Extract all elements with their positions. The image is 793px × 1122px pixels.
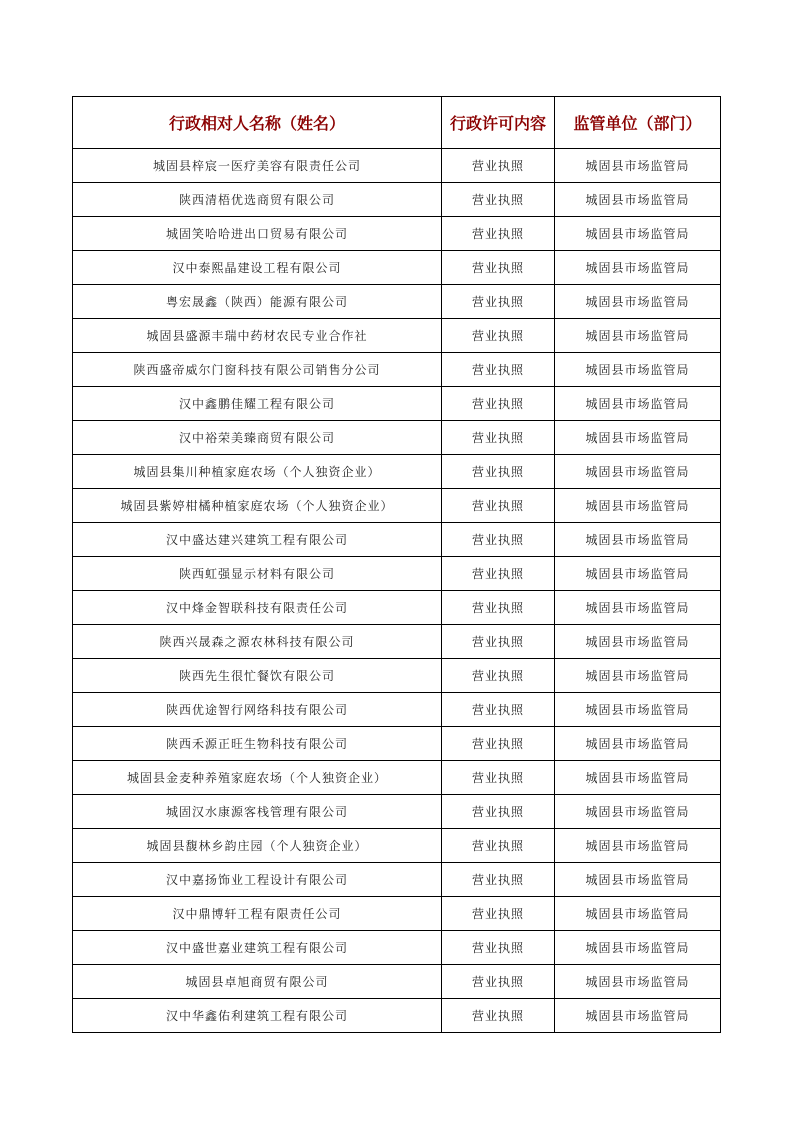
entity-name-cell: 城固县梓宸一医疗美容有限责任公司 — [73, 149, 442, 183]
entity-name-cell: 汉中鑫鹏佳耀工程有限公司 — [73, 387, 442, 421]
entity-name-cell: 陕西虹强显示材料有限公司 — [73, 557, 442, 591]
header-entity-name: 行政相对人名称（姓名） — [73, 97, 442, 149]
regulator-cell: 城固县市场监管局 — [555, 319, 721, 353]
entity-name-cell: 陕西禾源正旺生物科技有限公司 — [73, 727, 442, 761]
entity-name-cell: 汉中泰熙晶建设工程有限公司 — [73, 251, 442, 285]
regulator-cell: 城固县市场监管局 — [555, 625, 721, 659]
regulator-cell: 城固县市场监管局 — [555, 761, 721, 795]
license-content-cell: 营业执照 — [442, 387, 555, 421]
entity-name-cell: 陕西盛帝威尔门窗科技有限公司销售分公司 — [73, 353, 442, 387]
license-content-cell: 营业执照 — [442, 659, 555, 693]
license-content-cell: 营业执照 — [442, 421, 555, 455]
table-row — [73, 863, 721, 897]
entity-name-cell: 汉中盛世嘉业建筑工程有限公司 — [73, 931, 442, 965]
license-content-cell: 营业执照 — [442, 217, 555, 251]
regulator-cell: 城固县市场监管局 — [555, 489, 721, 523]
license-content-cell: 营业执照 — [442, 795, 555, 829]
regulator-cell: 城固县市场监管局 — [555, 217, 721, 251]
regulator-cell: 城固县市场监管局 — [555, 353, 721, 387]
license-content-cell: 营业执照 — [442, 727, 555, 761]
regulator-cell: 城固县市场监管局 — [555, 693, 721, 727]
table-row — [73, 557, 721, 591]
table-row — [73, 353, 721, 387]
entity-name-cell: 汉中盛达建兴建筑工程有限公司 — [73, 523, 442, 557]
license-content-cell: 营业执照 — [442, 251, 555, 285]
header-row — [73, 97, 721, 149]
regulator-cell: 城固县市场监管局 — [555, 387, 721, 421]
license-content-cell: 营业执照 — [442, 693, 555, 727]
regulator-cell: 城固县市场监管局 — [555, 727, 721, 761]
entity-name-cell: 城固县集川种植家庭农场（个人独资企业） — [73, 455, 442, 489]
table-row — [73, 931, 721, 965]
license-content-cell: 营业执照 — [442, 455, 555, 489]
entity-name-cell: 城固县金麦种养殖家庭农场（个人独资企业） — [73, 761, 442, 795]
document-page — [72, 96, 720, 1033]
entity-name-cell: 城固县馥林乡韵庄园（个人独资企业） — [73, 829, 442, 863]
license-content-cell: 营业执照 — [442, 489, 555, 523]
table-row — [73, 421, 721, 455]
entity-name-cell: 陕西兴晟森之源农林科技有限公司 — [73, 625, 442, 659]
header-regulator: 监管单位（部门） — [555, 97, 721, 149]
license-content-cell: 营业执照 — [442, 183, 555, 217]
table-row — [73, 183, 721, 217]
regulator-cell: 城固县市场监管局 — [555, 897, 721, 931]
table-row — [73, 965, 721, 999]
license-table — [72, 96, 721, 1033]
license-content-cell: 营业执照 — [442, 591, 555, 625]
entity-name-cell: 城固汉水康源客栈管理有限公司 — [73, 795, 442, 829]
entity-name-cell: 陕西先生很忙餐饮有限公司 — [73, 659, 442, 693]
header-license-content: 行政许可内容 — [442, 97, 555, 149]
entity-name-cell: 陕西清梧优选商贸有限公司 — [73, 183, 442, 217]
table-row — [73, 489, 721, 523]
table-row — [73, 897, 721, 931]
regulator-cell: 城固县市场监管局 — [555, 829, 721, 863]
regulator-cell: 城固县市场监管局 — [555, 795, 721, 829]
table-row — [73, 761, 721, 795]
regulator-cell: 城固县市场监管局 — [555, 999, 721, 1033]
table-row — [73, 727, 721, 761]
table-row — [73, 591, 721, 625]
entity-name-cell: 汉中华鑫佑利建筑工程有限公司 — [73, 999, 442, 1033]
regulator-cell: 城固县市场监管局 — [555, 455, 721, 489]
license-content-cell: 营业执照 — [442, 285, 555, 319]
regulator-cell: 城固县市场监管局 — [555, 285, 721, 319]
entity-name-cell: 城固县紫婷柑橘种植家庭农场（个人独资企业） — [73, 489, 442, 523]
entity-name-cell: 汉中裕荣美臻商贸有限公司 — [73, 421, 442, 455]
license-content-cell: 营业执照 — [442, 931, 555, 965]
regulator-cell: 城固县市场监管局 — [555, 183, 721, 217]
license-content-cell: 营业执照 — [442, 625, 555, 659]
table-row — [73, 319, 721, 353]
license-content-cell: 营业执照 — [442, 319, 555, 353]
license-content-cell: 营业执照 — [442, 353, 555, 387]
regulator-cell: 城固县市场监管局 — [555, 523, 721, 557]
license-content-cell: 营业执照 — [442, 829, 555, 863]
license-content-cell: 营业执照 — [442, 557, 555, 591]
entity-name-cell: 汉中烽金智联科技有限责任公司 — [73, 591, 442, 625]
table-row — [73, 455, 721, 489]
table-row — [73, 659, 721, 693]
table-row — [73, 625, 721, 659]
regulator-cell: 城固县市场监管局 — [555, 421, 721, 455]
entity-name-cell: 城固笑哈哈进出口贸易有限公司 — [73, 217, 442, 251]
table-row — [73, 829, 721, 863]
table-row — [73, 251, 721, 285]
license-content-cell: 营业执照 — [442, 897, 555, 931]
regulator-cell: 城固县市场监管局 — [555, 149, 721, 183]
regulator-cell: 城固县市场监管局 — [555, 591, 721, 625]
license-content-cell: 营业执照 — [442, 999, 555, 1033]
table-row — [73, 387, 721, 421]
table-row — [73, 999, 721, 1033]
license-content-cell: 营业执照 — [442, 863, 555, 897]
entity-name-cell: 汉中嘉扬饰业工程设计有限公司 — [73, 863, 442, 897]
regulator-cell: 城固县市场监管局 — [555, 557, 721, 591]
entity-name-cell: 汉中鼎博轩工程有限责任公司 — [73, 897, 442, 931]
entity-name-cell: 城固县盛源丰瑞中药材农民专业合作社 — [73, 319, 442, 353]
entity-name-cell: 粤宏晟鑫（陕西）能源有限公司 — [73, 285, 442, 319]
table-row — [73, 523, 721, 557]
regulator-cell: 城固县市场监管局 — [555, 965, 721, 999]
license-content-cell: 营业执照 — [442, 149, 555, 183]
entity-name-cell: 陕西优途智行网络科技有限公司 — [73, 693, 442, 727]
regulator-cell: 城固县市场监管局 — [555, 931, 721, 965]
regulator-cell: 城固县市场监管局 — [555, 863, 721, 897]
table-body — [73, 149, 721, 1033]
table-row — [73, 285, 721, 319]
license-content-cell: 营业执照 — [442, 523, 555, 557]
entity-name-cell: 城固县卓旭商贸有限公司 — [73, 965, 442, 999]
regulator-cell: 城固县市场监管局 — [555, 659, 721, 693]
table-row — [73, 795, 721, 829]
license-content-cell: 营业执照 — [442, 965, 555, 999]
table-row — [73, 149, 721, 183]
table-row — [73, 693, 721, 727]
table-row — [73, 217, 721, 251]
license-content-cell: 营业执照 — [442, 761, 555, 795]
regulator-cell: 城固县市场监管局 — [555, 251, 721, 285]
